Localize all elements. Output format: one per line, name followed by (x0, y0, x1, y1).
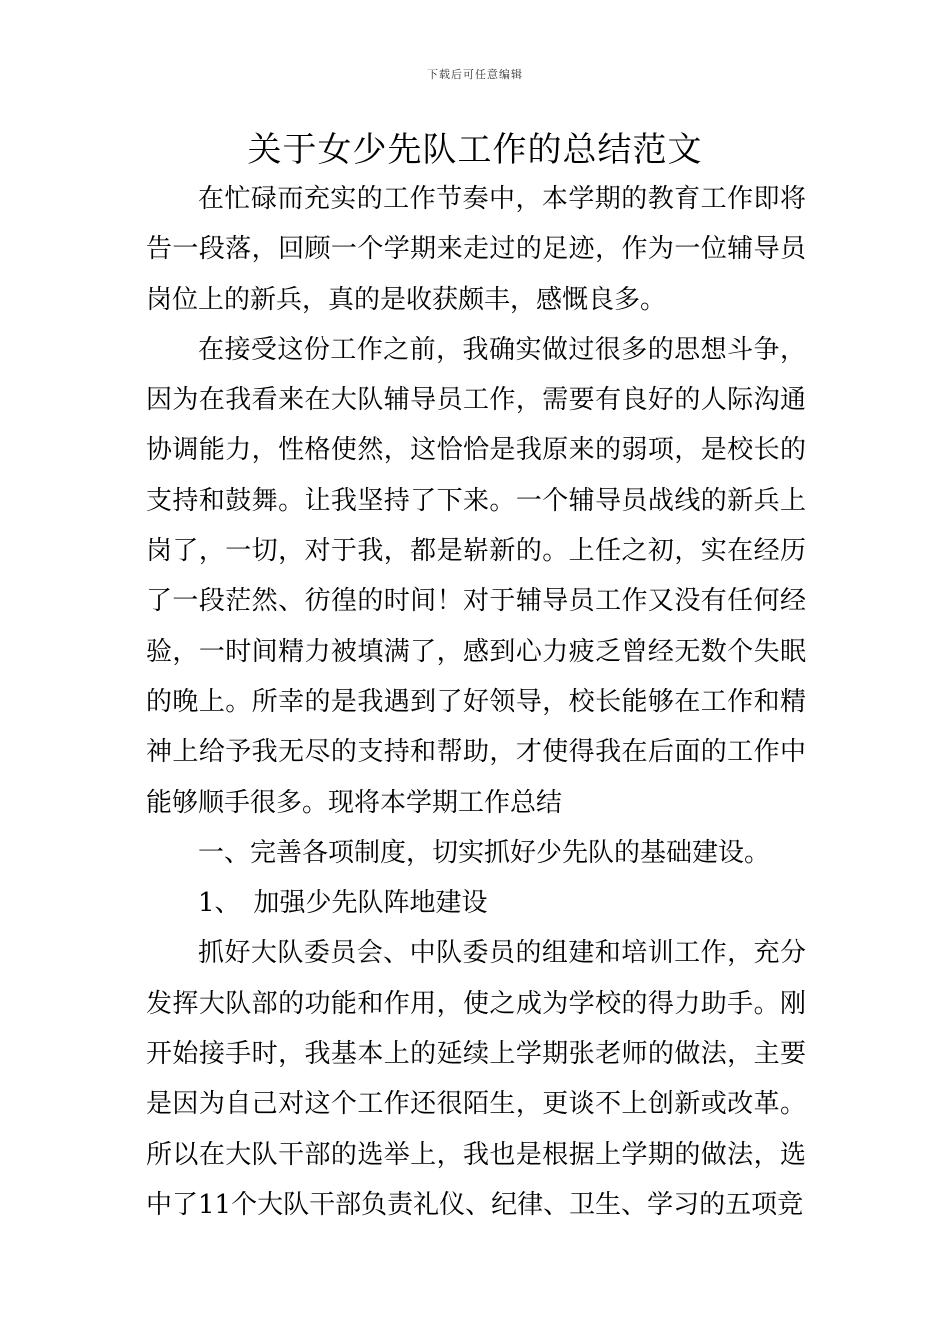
section-heading-1: 一、完善各项制度，切实抓好少先队的基础建设。 (198, 837, 771, 868)
header-note: 下载后可任意编辑 (427, 68, 523, 81)
paragraph-background: 在接受这份工作之前，我确实做过很多的思想斗争，因为在我看来在大队辅导员工作，需要有良好的人际沟通协调能力，性格使然，这恰恰是我原来的弱项，是校长的支持和鼓舞。让我坚持了下来。一个辅导员战线的新兵上岗了，一切，对于我，都是崭新的。上任之初，实在经历了一段茫然、彷徨的时间！对于辅导员工作又没有任何经验，一时间精力被填满了，感到心力疲乏曾经无数个失眠的晚上。所幸的是我遇到了好领导，校长能够在工作和精神上给予我无尽的支持和帮助，才使得我在后面的工作中能够顺手很多。现将本学期工作总结 (146, 334, 806, 818)
paragraph-team-building: 抓好大队委员会、中队委员的组建和培训工作，充分发挥大队部的功能和作用，使之成为学校的得力助手。刚开始接手时，我基本上的延续上学期张老师的做法，主要是因为自己对这个工作还很陌生，更谈不上创新或改革。所以在大队干部的选举上，我也是根据上学期的做法，选中了11个大队干部负责礼仪、纪律、卫生、学习的五项竞 (146, 938, 806, 1220)
document-body (146, 174, 806, 1230)
paragraph-intro: 在忙碌而充实的工作节奏中，本学期的教育工作即将告一段落，回顾一个学期来走过的足迹，作为一位辅导员岗位上的新兵，真的是收获颇丰，感慨良多。 (146, 184, 806, 315)
subsection-heading-1: 1、 加强少先队阵地建设 (198, 888, 488, 919)
document-title: 关于女少先队工作的总结范文 (247, 130, 703, 170)
